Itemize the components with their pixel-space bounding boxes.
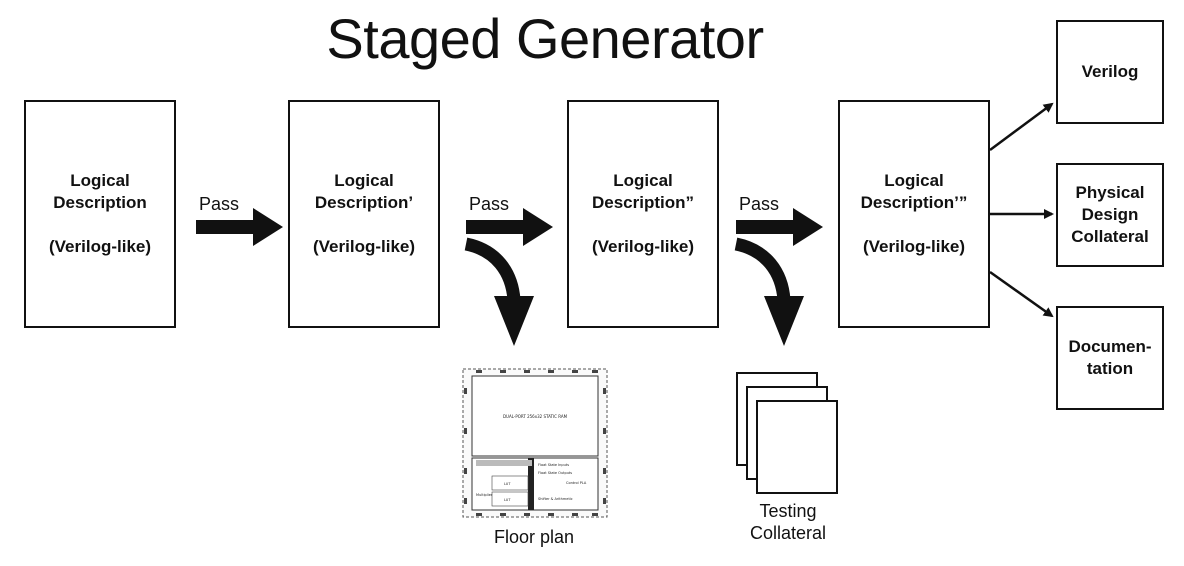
testing-caption-line1: Testing — [759, 501, 817, 521]
floorplan-label-1: Float State Outputs — [538, 471, 573, 475]
stage-3-line2: Description” — [591, 193, 695, 212]
output-physical-line3: Collateral — [1071, 227, 1149, 246]
stage-2-line2: Description’ — [314, 193, 414, 212]
curved-arrow-testing-head — [764, 296, 804, 346]
stage-2-line1: Logical — [334, 171, 394, 190]
floorplan-label-6: LUT — [504, 498, 511, 502]
output-physical-line2: Design — [1081, 205, 1139, 224]
stage-3-line1: Logical — [613, 171, 673, 190]
output-verilog-label: Verilog — [1081, 62, 1139, 81]
stage-1-sub: (Verilog-like) — [48, 237, 152, 256]
testing-collateral-caption — [718, 500, 858, 544]
pass-arrow-2 — [466, 208, 553, 246]
pass-label-3: Pass — [739, 194, 780, 214]
pass-label-2: Pass — [469, 194, 510, 214]
floorplan-label-2: Control PLA — [566, 481, 587, 485]
pass-arrow-1 — [196, 208, 283, 246]
pass-arrow-3 — [736, 208, 823, 246]
arrow-to-documentation — [990, 272, 1052, 316]
curved-arrow-testing — [736, 244, 784, 300]
output-physical-line1: Physical — [1075, 183, 1145, 202]
arrow-to-verilog — [990, 104, 1052, 150]
testing-caption-line2: Collateral — [749, 523, 827, 543]
floorplan-label-0: Float State Inputs — [538, 463, 570, 467]
floorplan-sram-label: DUAL-PORT 256x32 STATIC RAM — [502, 414, 568, 419]
output-doc-line2: tation — [1086, 359, 1134, 378]
curved-arrow-floorplan-head — [494, 296, 534, 346]
stage-4-line2: Description’” — [860, 193, 968, 212]
stage-4-line1: Logical — [884, 171, 944, 190]
floorplan-label-4: Multiplier — [476, 493, 493, 497]
curved-arrow-floorplan — [466, 244, 514, 300]
testing-pages-icon — [737, 373, 837, 493]
diagram-title: Staged Generator — [326, 7, 764, 70]
pass-label-1: Pass — [199, 194, 240, 214]
stage-4-sub: (Verilog-like) — [862, 237, 966, 256]
stage-1-line1: Logical — [70, 171, 130, 190]
stage-2-sub: (Verilog-like) — [312, 237, 416, 256]
floor-plan-image — [462, 368, 608, 518]
floorplan-label-5: LUT — [504, 482, 511, 486]
output-doc-line1: Documen- — [1068, 337, 1152, 356]
stage-1-line2: Description — [53, 193, 147, 212]
floorplan-label-3: Shifter & Arithmetic — [538, 497, 573, 501]
floor-plan-caption: Floor plan — [493, 527, 575, 547]
stage-3-sub: (Verilog-like) — [591, 237, 695, 256]
